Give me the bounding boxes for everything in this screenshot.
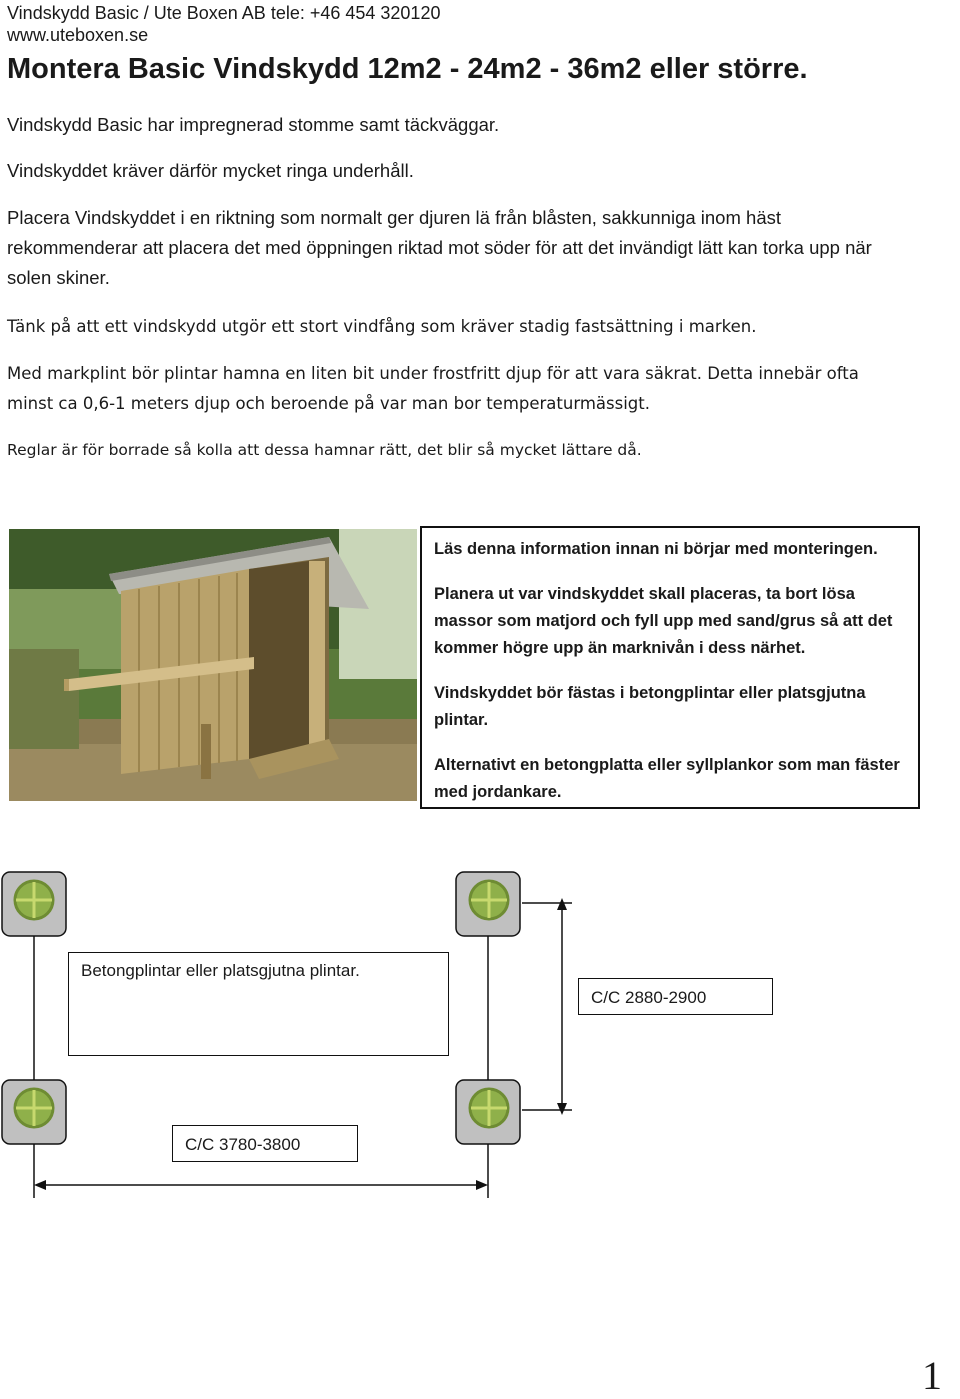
label-cc-horizontal: C/C 3780-3800 (172, 1125, 358, 1162)
info-alternative: Alternativt en betongplatta eller syllplankor som man fäster med jordankare. (434, 756, 900, 801)
paragraph-vindfang: Tänk på att ett vindskydd utgör ett stort vindfång som kräver stadig fastsättning i marken. (7, 317, 757, 336)
shelter-photo (9, 529, 417, 801)
paragraph-markplint: Med markplint bör plintar hamna en liten bit under frostfritt djup för att vara säkrat. Detta innebär ofta minst ca 0,6-1 meters djup och beroende på var man bor temperaturmässigt. (7, 364, 859, 413)
label-plintar: Betongplintar eller platsgjutna plintar. (68, 952, 449, 1056)
header-company-line: Vindskydd Basic / Ute Boxen AB tele: +46 454 320120 (7, 3, 441, 23)
page-title: Montera Basic Vindskydd 12m2 - 24m2 - 36m2 eller större. (7, 53, 808, 85)
paragraph-placering: Placera Vindskyddet i en riktning som normalt ger djuren lä från blåsten, sakkunniga inom häst rekommenderar att placera det med öppningen riktad mot söder för att det invändigt lätt kan torka upp när solen skiner. (7, 207, 872, 288)
plint-bottom-left (2, 1080, 66, 1144)
plint-top-left (2, 872, 66, 936)
arrow-right-icon (476, 1180, 488, 1190)
paragraph-reglar: Reglar är för borrade så kolla att dessa hamnar rätt, det blir så mycket lättare då. (7, 441, 642, 459)
label-cc-vertical: C/C 2880-2900 (578, 978, 773, 1015)
info-read-first: Läs denna information innan ni börjar med monteringen. (434, 540, 878, 558)
page-number: 1 (922, 1353, 942, 1398)
arrow-left-icon (34, 1180, 46, 1190)
plint-top-right (456, 872, 520, 936)
paragraph-impregnerad: Vindskydd Basic har impregnerad stomme samt täckväggar. (7, 114, 500, 135)
plint-bottom-right (456, 1080, 520, 1144)
arrow-up-icon (557, 898, 567, 910)
info-plan-placement: Planera ut var vindskyddet skall placeras, ta bort lösa massor som matjord och fyll upp med sand/grus så att det kommer högre upp än marknivån i dess närhet. (434, 585, 893, 657)
header-website: www.uteboxen.se (7, 25, 149, 45)
info-fasten-plintar: Vindskyddet bör fästas i betongplintar eller platsgjutna plintar. (434, 684, 866, 729)
info-box (420, 526, 920, 809)
arrow-down-icon (557, 1103, 567, 1115)
paragraph-underhall: Vindskyddet kräver därför mycket ringa underhåll. (7, 160, 414, 181)
